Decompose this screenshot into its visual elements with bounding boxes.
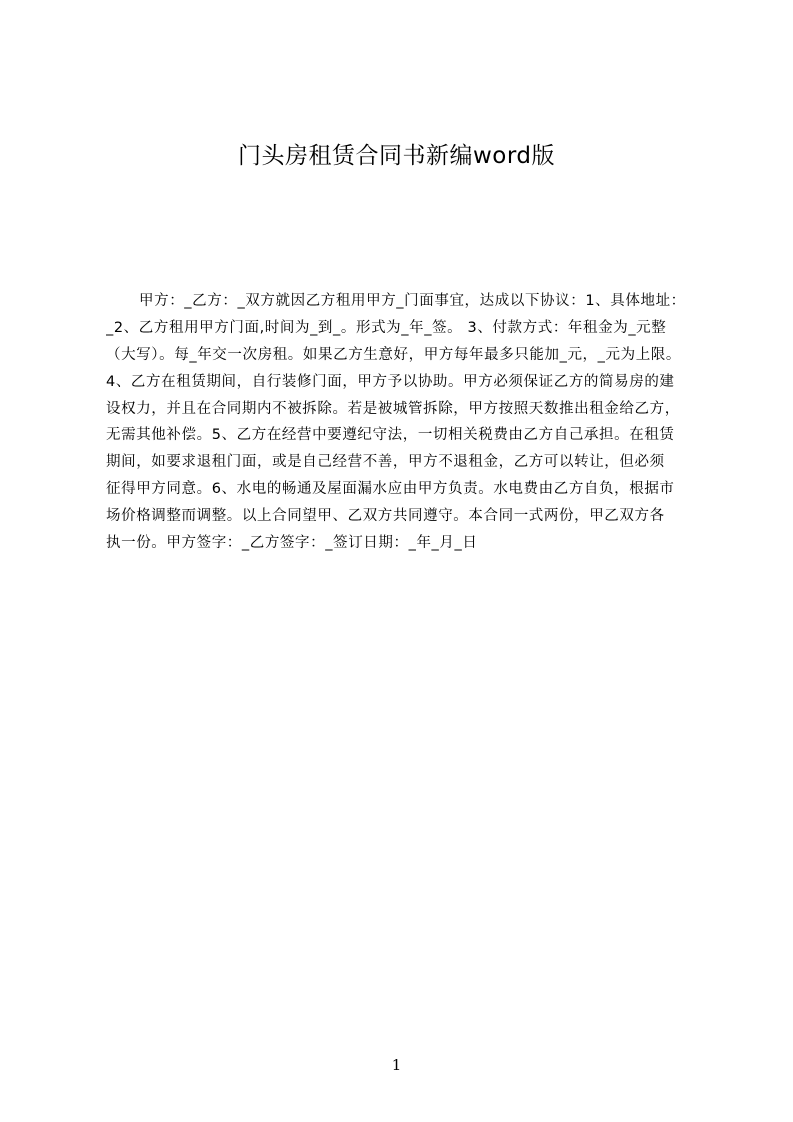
body-line: 4、乙方在租赁期间，自行装修门面，甲方予以协助。甲方必须保证乙方的简易房的建 bbox=[106, 373, 675, 390]
body-line: 征得甲方同意。6、水电的畅通及屋面漏水应由甲方负责。水电费由乙方自负，根据市 bbox=[106, 481, 675, 498]
body-line: 期间，如要求退租门面，或是自己经营不善，甲方不退租金，乙方可以转让，但必须 bbox=[106, 454, 665, 471]
body-line: 甲方：_乙方：_双方就因乙方租用甲方_门面事宜，达成以下协议：1、具体地址： bbox=[139, 293, 686, 309]
page-number: 1 bbox=[391, 1056, 402, 1074]
body-line: 设权力，并且在合同期内不被拆除。若是被城管拆除，甲方按照天数推出租金给乙方， bbox=[106, 400, 680, 417]
body-line: 无需其他补偿。5、乙方在经营中要遵纪守法，一切相关税费由乙方自己承担。在租赁 bbox=[106, 427, 675, 444]
document-title: 门头房租赁合同书新编word版 bbox=[237, 143, 556, 169]
body-line: _2、乙方租用甲方门面,时间为_到_。形式为_年_签。 3、付款方式：年租金为_元整 bbox=[106, 319, 667, 336]
contract-body bbox=[106, 288, 724, 588]
body-line: 场价格调整而调整。以上合同望甲、乙双方共同遵守。本合同一式两份，甲乙双方各 bbox=[106, 508, 665, 525]
body-line: 执一份。甲方签字：_乙方签字：_签订日期：_年_月_日 bbox=[106, 535, 478, 552]
body-line: （大写）。每_年交一次房租。如果乙方生意好，甲方每年最多只能加_元，_元为上限。 bbox=[106, 346, 681, 363]
